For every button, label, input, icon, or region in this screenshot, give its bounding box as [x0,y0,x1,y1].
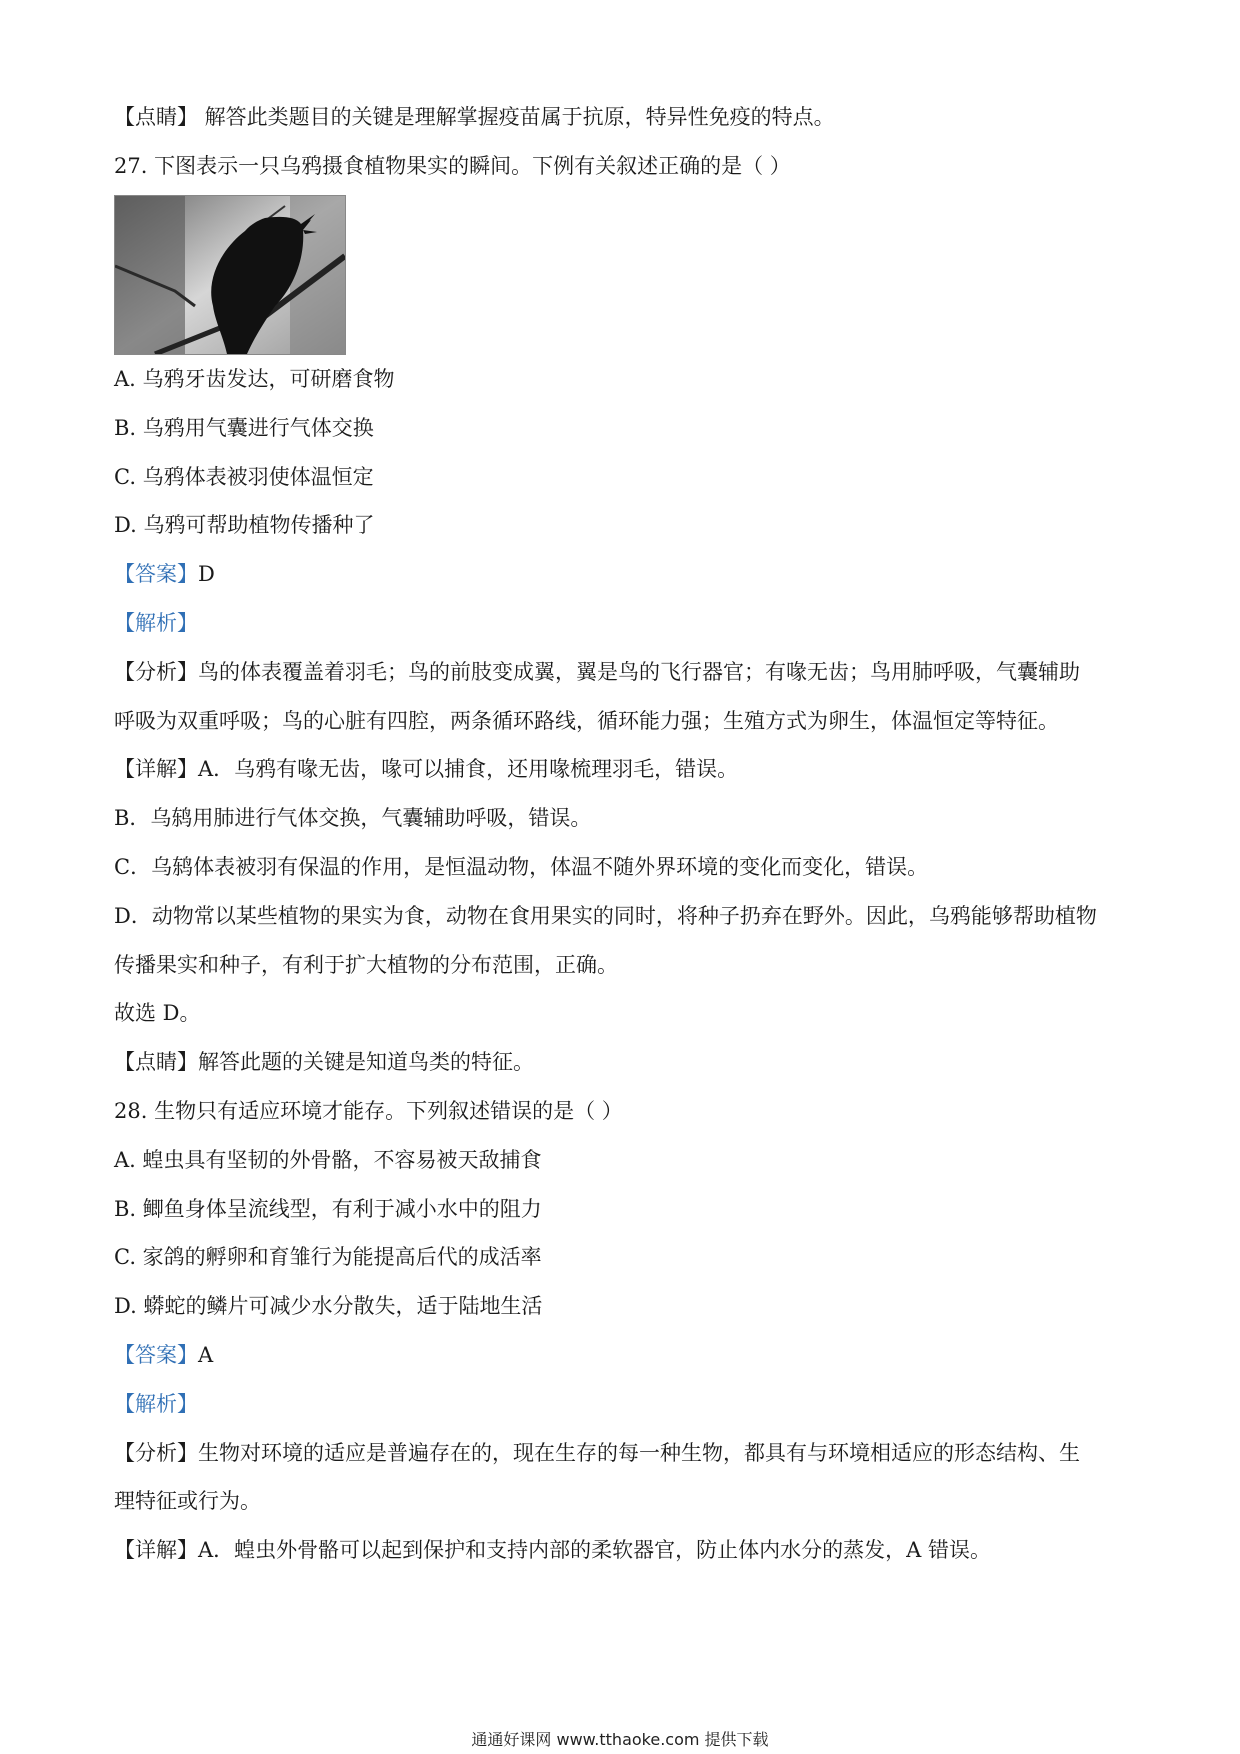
q28-xiangjie-a [114,1535,991,1565]
fenxi-tag: 【分析】 [114,660,198,684]
q28-option-c: C. 家鸽的孵卵和育雏行为能提高后代的成活率 [114,1245,542,1269]
q27-answer [114,559,215,589]
q26-tip [114,102,835,132]
q28-option-a: A. 蝗虫具有坚韧的外骨骼，不容易被天敌捕食 [114,1148,542,1172]
fenxi-text: 生物对环境的适应是普遍存在的，现在生存的每一种生物，都具有与环境相适应的形态结构、生 [198,1441,1080,1465]
q28-stem: 28. 生物只有适应环境才能存。下列叙述错误的是（ ） [114,1099,623,1123]
q28-fenxi-2: 理特征或行为。 [114,1489,261,1513]
tip-text: 解答此题的关键是知道鸟类的特征。 [198,1050,534,1074]
q28-option-b: B. 鲫鱼身体呈流线型，有利于减小水中的阻力 [114,1197,542,1221]
q27-tip [114,1047,534,1077]
q28-fenxi-1 [114,1438,1080,1468]
q27-conclusion: 故选 D。 [114,1001,201,1025]
q27-option-c: C. 乌鸦体表被羽使体温恒定 [114,465,374,489]
q27-xiangjie-b: B．乌鸫用肺进行气体交换，气囊辅助呼吸，错误。 [114,806,592,830]
q27-option-d: D. 乌鸦可帮助植物传播种了 [114,513,375,537]
q28-analysis-tag: 【解析】 [114,1392,198,1416]
tip-tag: 【点睛】 [114,1050,198,1074]
page-footer: 通通好课网 www.tthaoke.com 提供下载 [471,1730,769,1749]
fenxi-text: 鸟的体表覆盖着羽毛；鸟的前肢变成翼，翼是鸟的飞行器官；有喙无齿；鸟用肺呼吸，气囊辅助 [198,660,1080,684]
q27-xiangjie-d2: 传播果实和种子，有利于扩大植物的分布范围，正确。 [114,953,618,977]
q27-xiangjie-a [114,754,738,784]
q27-xiangjie-c: C．乌鸫体表被羽有保温的作用，是恒温动物，体温不随外界环境的变化而变化，错误。 [114,855,929,879]
q27-option-b: B. 乌鸦用气囊进行气体交换 [114,416,374,440]
q27-analysis-tag: 【解析】 [114,611,198,635]
tip-text: 解答此类题目的关键是理解掌握疫苗属于抗原，特异性免疫的特点。 [198,105,835,129]
answer-tag: 【答案】 [114,1343,198,1367]
q27-option-a: A. 乌鸦牙齿发达，可研磨食物 [114,367,395,391]
xiangjie-tag: 【详解】 [114,757,198,781]
xiangjie-text: A．蝗虫外骨骼可以起到保护和支持内部的柔软器官，防止体内水分的蒸发，A 错误。 [198,1538,992,1562]
xiangjie-tag: 【详解】 [114,1538,198,1562]
q27-fenxi-1 [114,657,1080,687]
answer-value: A [198,1343,214,1367]
answer-value: D [198,562,215,586]
crow-photo [114,195,346,355]
q28-option-d: D. 蟒蛇的鳞片可减少水分散失，适于陆地生活 [114,1294,543,1318]
q27-xiangjie-d1: D．动物常以某些植物的果实为食，动物在食用果实的同时，将种子扔弃在野外。因此，乌鸦能够帮助植物 [114,904,1097,928]
fenxi-tag: 【分析】 [114,1441,198,1465]
q27-fenxi-2: 呼吸为双重呼吸；鸟的心脏有四腔，两条循环路线，循环能力强；生殖方式为卵生，体温恒定等特征。 [114,709,1059,733]
q27-stem: 27. 下图表示一只乌鸦摄食植物果实的瞬间。下例有关叙述正确的是（ ） [114,154,791,178]
q28-answer [114,1340,213,1370]
xiangjie-text: A．乌鸦有喙无齿，喙可以捕食，还用喙梳理羽毛，错误。 [198,757,739,781]
tip-tag: 【点睛】 [114,105,198,129]
answer-tag: 【答案】 [114,562,198,586]
